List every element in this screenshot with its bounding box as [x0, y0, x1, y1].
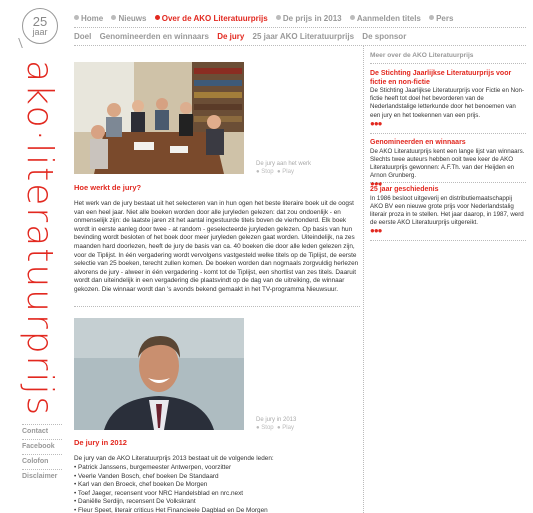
link-colofon[interactable]: Colofon: [22, 454, 62, 469]
bullet-icon: [350, 15, 355, 20]
list-item: • Daniëlle Serdijn, recensent De Volkskrant: [74, 498, 196, 506]
subnav-jury[interactable]: De jury: [217, 32, 245, 41]
list-item: • Patrick Janssens, burgemeester Antwerpen, voorzitter: [74, 464, 232, 471]
bullet-icon: [111, 15, 116, 20]
slideshow-stop-button[interactable]: ● Stop: [256, 425, 274, 431]
sidebar-block-body: In 1986 besloot uitgeverij en distributiemaatschappij AKO BV een nieuwe grote prijs voor Nederlandstalig literair proza in te stellen. Het jaar daarop, in 1987, werd de eerste AKO Literatuurprijs uitgereikt.: [370, 194, 524, 227]
jury-meeting-photo: [74, 62, 244, 174]
sidebar-block-title[interactable]: De Stichting Jaarlijkse Literatuurprijs voor fictie en non-fictie: [370, 70, 512, 86]
slideshow-play-button[interactable]: ● Play: [276, 169, 294, 175]
column-divider: [363, 46, 364, 513]
jury-member-list: [74, 464, 360, 513]
bullet-icon: [74, 15, 79, 20]
section2-heading: De jury in 2012: [74, 438, 127, 447]
nav-nieuws[interactable]: Nieuws: [111, 14, 146, 23]
more-dots-icon[interactable]: ●●●: [370, 226, 382, 236]
list-item: • Toef Jaeger, recensent voor NRC Handelsblad en nrc.next: [74, 489, 244, 497]
footer-links: [22, 424, 62, 484]
nav-home[interactable]: Home: [74, 14, 103, 23]
divider: [370, 182, 526, 183]
more-dots-icon[interactable]: ●●●: [370, 118, 382, 128]
list-item: • Fleur Speet, literair criticus Het Financieele Dagblad en De Morgen: [74, 506, 268, 513]
jury-chair-portrait: [74, 318, 244, 430]
divider: [370, 63, 526, 64]
sidebar-block-body: De Stichting Jaarlijkse Literatuurprijs voor Fictie en Non-fictie heeft tot doel het bevorderen van de Nederlandstalige letterkunde door het benoemen van een jury en het toekennen van een prijs.: [370, 87, 525, 119]
subnav-sponsor[interactable]: De sponsor: [362, 32, 407, 41]
divider: [370, 133, 526, 134]
photo1-caption: De jury aan het werk ● Stop ● Play: [256, 161, 312, 175]
sidebar-block-geschiedenis[interactable]: [370, 186, 526, 234]
top-navigation: [74, 14, 526, 23]
subnav-25-jaar[interactable]: 25 jaar AKO Literatuurprijs: [252, 32, 355, 41]
nav-prijs-2013[interactable]: De prijs in 2013: [276, 14, 342, 23]
section2-intro: De jury van de AKO Literatuurprijs 2013 bestaat uit de volgende leden:: [74, 455, 274, 462]
more-dots-icon[interactable]: ●●●: [370, 179, 382, 189]
divider: [370, 240, 526, 241]
sidebar-block-genomineerden[interactable]: [370, 139, 526, 187]
brand-wordmark: ako·literatuurprijs: [19, 60, 60, 418]
sidebar-header: Meer over de AKO Literatuurprijs: [370, 52, 474, 59]
logo-word: jaar: [32, 27, 48, 37]
bullet-icon: [155, 15, 160, 20]
slideshow-play-button[interactable]: ● Play: [276, 425, 294, 431]
list-item: • Veerle Vanden Bosch, chef boeken De Standaard: [74, 472, 219, 480]
link-disclaimer[interactable]: Disclaimer: [22, 469, 62, 484]
sub-navigation: [74, 32, 412, 41]
divider: [74, 306, 360, 307]
logo-number: 25: [32, 14, 48, 29]
section1-text: Het werk van de jury bestaat uit het selecteren van in hun ogen het beste literaire boek uit de oogst van een heel jaar. Niet alle boeken worden door alle juryleden gelezen: dat zou ondoenlijk - en onmenselijk zijn: de laatste jaren zit het aantal ingestuurde titels boven de vierhonderd. Elk boek wordt in eerste aanleg door twee - at random - geselecteerde juryleden gelezen. Op basis van hun bevinding wordt besloten of het boek door meer juryleden gelezen gaat worden. Uiteindelijk, na zes maanden hard doorlezen, heeft de jury de basis van ca. 40 boeken die door alle leden gelezen zijn, voor de Tiplijst. In één vergadering wordt vervolgens vastgesteld welke titels op de Tiplijst, de eerste selectie van 25 boeken, terecht zullen komen. De boeken worden dan nogmaals zorgvuldig herlezen alvorens de jury - alweer in één vergadering - komt tot de Tiplijst, een shortlist van zes titels. Daaruit wordt dan uiteindelijk in een vergadering die plaatsvindt op de dag van de uitreiking, de winnaar gekozen. Die winnaar wordt dan 's avonds bekend gemaakt in het TV-programma Nieuwsuur.: [74, 200, 359, 293]
link-facebook[interactable]: Facebook: [22, 439, 62, 454]
bullet-icon: [429, 15, 434, 20]
section1-heading: Hoe werkt de jury?: [74, 183, 142, 192]
sidebar-block-stichting[interactable]: [370, 70, 526, 127]
nav-pers[interactable]: Pers: [429, 14, 453, 23]
slideshow-stop-button[interactable]: ● Stop: [256, 169, 274, 175]
divider: [74, 27, 526, 28]
divider: [74, 45, 526, 46]
sidebar-block-title[interactable]: 25 jaar geschiedenis: [370, 186, 439, 193]
nav-aanmelden[interactable]: Aanmelden titels: [350, 14, 421, 23]
subnav-genomineerden[interactable]: Genomineerden en winnaars: [99, 32, 209, 41]
bullet-icon: [276, 15, 281, 20]
sidebar-block-body: De AKO Literatuurprijs kent een lange lijst van winnaars. Slechts twee auteurs hebben ooit twee keer de AKO Literatuurprijs gewonnen: A.F.Th. van der Heijden en Arnon Grunberg.: [370, 147, 525, 180]
sidebar-block-title[interactable]: Genomineerden en winnaars: [370, 139, 466, 146]
link-contact[interactable]: Contact: [22, 424, 62, 439]
subnav-doel[interactable]: Doel: [74, 32, 92, 41]
nav-over[interactable]: Over de AKO Literatuurprijs: [155, 14, 268, 23]
photo2-caption: De jury in 2013 ● Stop ● Play: [256, 417, 297, 431]
list-item: • Karl van den Broeck, chef boeken De Morgen: [74, 481, 208, 489]
